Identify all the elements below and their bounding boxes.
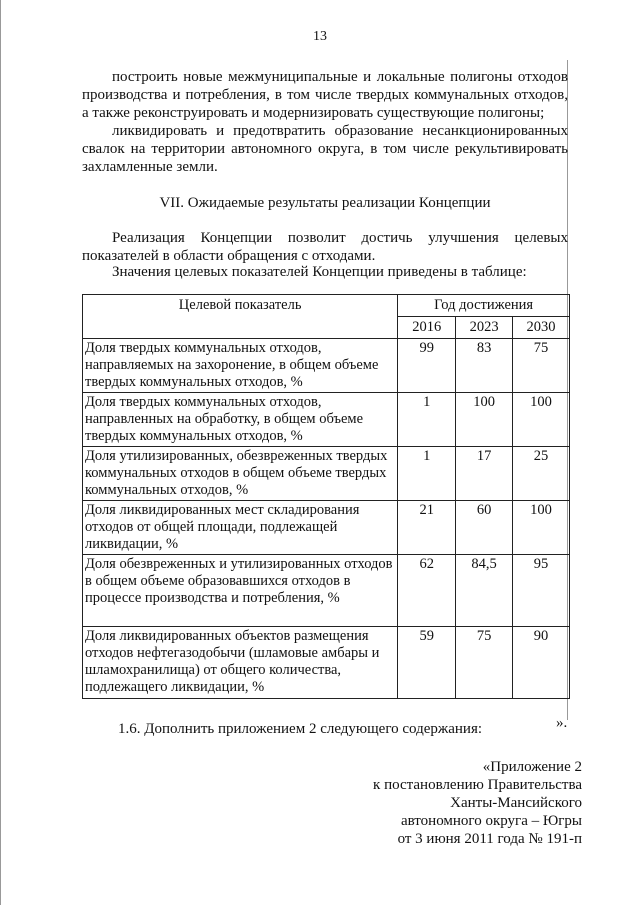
- value-2023: 100: [456, 393, 513, 447]
- value-2023: 83: [456, 339, 513, 393]
- appendix-date-line: от 3 июня 2011 года № 191-п: [397, 831, 582, 847]
- appendix-label: «Приложение 2: [482, 759, 582, 775]
- indicator-cell: Доля твердых коммунальных отходов, направленных на обработку, в общем объеме твердых коммунальных отходов, %: [83, 393, 398, 447]
- closing-quote: ».: [556, 715, 568, 731]
- appendix-ref-line: Ханты-Мансийского: [450, 795, 582, 811]
- table-row: [83, 447, 570, 501]
- amendment-line: 1.6. Дополнить приложением 2 следующего содержания:: [118, 721, 483, 737]
- value-2030: 100: [513, 393, 570, 447]
- paragraph-liquidate-dumps: ликвидировать и предотвратить образование несанкционированных свалок на территории автономного округа, в том числе рекультивировать захламленные земли.: [82, 123, 568, 175]
- value-2030: 90: [513, 627, 570, 699]
- value-2016: 99: [398, 339, 456, 393]
- page-number: 13: [313, 29, 327, 44]
- table-row: [83, 501, 570, 555]
- value-2023: 84,5: [456, 555, 513, 627]
- section-title: VII. Ожидаемые результаты реализации Концепции: [159, 195, 491, 211]
- value-2023: 60: [456, 501, 513, 555]
- table-intro: Значения целевых показателей Концепции приведены в таблице:: [112, 264, 527, 280]
- table-row: [83, 555, 570, 627]
- header-year-group: Год достижения: [398, 295, 570, 317]
- table-row: [83, 339, 570, 393]
- value-2030: 75: [513, 339, 570, 393]
- value-2030: 25: [513, 447, 570, 501]
- table-row: [83, 627, 570, 699]
- header-year: 2016: [398, 317, 456, 339]
- indicator-cell: Доля утилизированных, обезвреженных твердых коммунальных отходов в общем объеме твердых коммунальных отходов, %: [83, 447, 398, 501]
- value-2023: 75: [456, 627, 513, 699]
- indicator-cell: Доля ликвидированных мест складирования отходов от общей площади, подлежащей ликвидации, %: [83, 501, 398, 555]
- appendix-ref-line: к постановлению Правительства: [373, 777, 582, 793]
- value-2016: 1: [398, 447, 456, 501]
- value-2016: 1: [398, 393, 456, 447]
- indicator-cell: Доля обезвреженных и утилизированных отходов в общем объеме образовавшихся отходов в процессе производства и потребления, %: [83, 555, 398, 627]
- header-indicator: Целевой показатель: [83, 295, 398, 339]
- value-2030: 95: [513, 555, 570, 627]
- header-year: 2023: [456, 317, 513, 339]
- value-2016: 62: [398, 555, 456, 627]
- indicator-cell: Доля ликвидированных объектов размещения отходов нефтегазодобычи (шламовые амбары и шламохранилища) от общего количества, подлежащего ликвидации, %: [83, 627, 398, 699]
- table-row: [83, 393, 570, 447]
- paragraph-build-landfills: построить новые межмуниципальные и локальные полигоны отходов производства и потребления, в том числе твердых коммунальных отходов, а также реконструировать и модернизировать существующие полигоны;: [82, 69, 568, 121]
- value-2030: 100: [513, 501, 570, 555]
- appendix-ref-line: автономного округа – Югры: [400, 813, 582, 829]
- value-2023: 17: [456, 447, 513, 501]
- value-2016: 59: [398, 627, 456, 699]
- target-indicators-table: [82, 294, 570, 699]
- table-header-row: [83, 295, 570, 317]
- intro-paragraph: Реализация Концепции позволит достичь улучшения целевых показателей в области обращения с отходами.: [82, 230, 568, 264]
- value-2016: 21: [398, 501, 456, 555]
- header-year: 2030: [513, 317, 570, 339]
- scan-edge-line: [0, 0, 1, 905]
- indicator-cell: Доля твердых коммунальных отходов, направляемых на захоронение, в общем объеме твердых коммунальных отходов, %: [83, 339, 398, 393]
